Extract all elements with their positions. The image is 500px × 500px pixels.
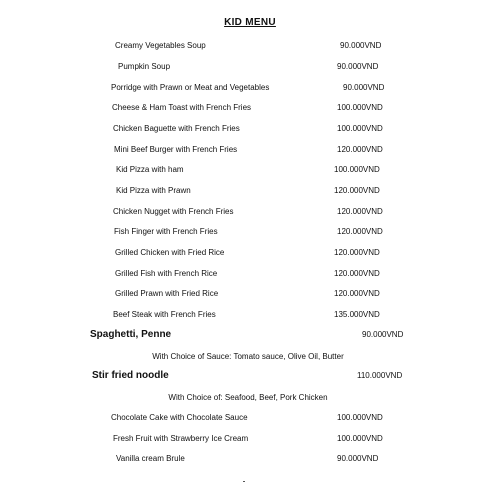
item-price: 120.000VND xyxy=(337,145,383,154)
item-name: Beef Steak with French Fries xyxy=(113,310,216,319)
item-name: Grilled Fish with French Rice xyxy=(115,269,218,278)
item-price: 100.000VND xyxy=(337,124,383,133)
item-name: Fish Finger with French Fries xyxy=(114,227,218,236)
item-name: Chicken Baguette with French Fries xyxy=(113,124,240,133)
item-name: Kid Pizza with Prawn xyxy=(116,186,191,195)
item-name: Porridge with Prawn or Meat and Vegetables xyxy=(111,83,270,92)
item-name: Chicken Nugget with French Fries xyxy=(113,207,234,216)
item-price: 120.000VND xyxy=(337,227,383,236)
item-name: Cheese & Ham Toast with French Fries xyxy=(112,103,252,112)
item-price: 90.000VND xyxy=(340,41,382,50)
item-price: 90.000VND xyxy=(337,62,379,71)
item-price: 120.000VND xyxy=(334,289,380,298)
item-price: 120.000VND xyxy=(334,186,380,195)
item-name: Mini Beef Burger with French Fries xyxy=(114,145,238,154)
item-price: 135.000VND xyxy=(334,310,380,319)
spaghetti-name: Spaghetti, Penne xyxy=(90,329,172,340)
noodle-price: 110.000VND xyxy=(357,371,403,380)
item-price: 100.000VND xyxy=(337,413,383,422)
item-price: 100.000VND xyxy=(337,103,383,112)
item-price: 120.000VND xyxy=(337,207,383,216)
noodle-name: Stir fried noodle xyxy=(92,370,169,381)
item-name: Fresh Fruit with Strawberry Ice Cream xyxy=(113,434,249,443)
item-price: 90.000VND xyxy=(343,83,385,92)
item-name: Grilled Prawn with Fried Rice xyxy=(115,289,219,298)
item-price: 90.000VND xyxy=(337,454,379,463)
item-price: 120.000VND xyxy=(334,269,380,278)
item-price: 100.000VND xyxy=(334,165,380,174)
item-name: Pumpkin Soup xyxy=(118,62,171,71)
item-name: Creamy Vegetables Soup xyxy=(115,41,206,50)
item-name: Grilled Chicken with Fried Rice xyxy=(115,248,225,257)
noodle-note: With Choice of: Seafood, Beef, Pork Chicken xyxy=(168,393,328,402)
item-name: Chocolate Cake with Chocolate Sauce xyxy=(111,413,248,422)
page-mark xyxy=(243,481,245,482)
item-name: Vanilla cream Brule xyxy=(116,454,185,463)
menu-title: KID MENU xyxy=(224,17,276,28)
spaghetti-note: With Choice of Sauce: Tomato sauce, Olive Oil, Butter xyxy=(152,352,344,361)
spaghetti-price: 90.000VND xyxy=(362,330,404,339)
item-price: 120.000VND xyxy=(334,248,380,257)
item-name: Kid Pizza with ham xyxy=(116,165,184,174)
item-price: 100.000VND xyxy=(337,434,383,443)
